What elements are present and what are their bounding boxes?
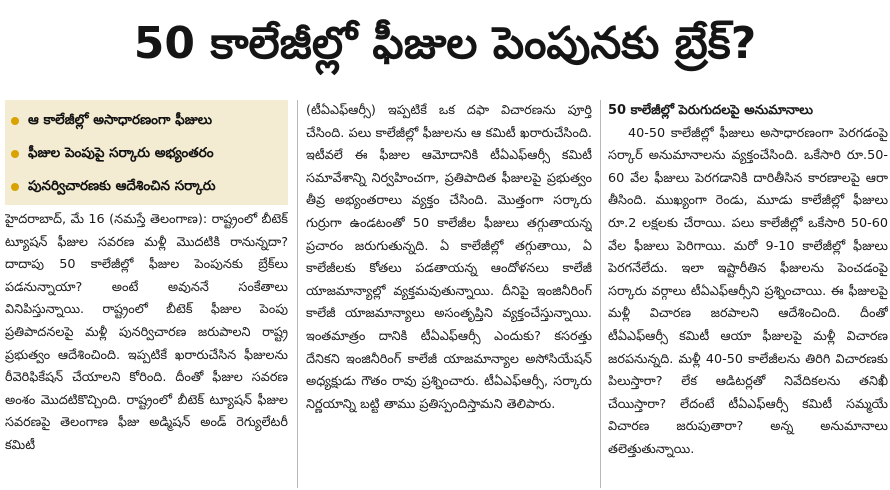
article-column-2 <box>306 100 592 488</box>
highlight-item <box>11 170 282 203</box>
column-divider <box>600 100 601 488</box>
dateline: హైదరాబాద్, మే 16 (నమస్తే తెలంగాణ): <box>5 212 208 227</box>
highlight-text: ఆ కాలేజీల్లో అసాధారణంగా ఫీజులు <box>28 112 213 129</box>
article-column-1 <box>5 100 288 488</box>
bullet-icon <box>11 117 19 125</box>
article-text: రాష్ట్రంలో బీటెక్ ట్యూషన్ ఫీజుల సవరణ మళ్లీ మొదటికి రానున్నదా? దాదాపు 50 కాలేజీల్లో ఫీజుల పెంపునకు బ్రేక్‌లు పడనున్నాయా? అంటే అవుననే సంకేతాలు వినిపిస్తున్నాయి. రాష్ట్రంలో బీటెక్ ఫీజుల పెంపు ప్రతిపాదనలపై మళ్లీ పునర్విచారణ జరుపాలని రాష్ట్ర ప్రభుత్వం ఆదేశించింది. ఇప్పటికే ఖరారుచేసిన ఫీజులను రీవెరిఫికేషన్ చేయాలని కోరింది. దీంతో ఫీజుల సవరణ అంశం మొదటికొచ్చింది. రాష్ట్రంలో బీటెక్ ట్యూషన్ ఫీజుల సవరణపై తెలంగాణ ఫీజు అడ్మిషన్ అండ్ రెగ్యులేటరీ కమిటీ <box>5 212 288 453</box>
headline: 50 కాలేజీల్లో ఫీజుల పెంపునకు బ్రేక్? <box>133 18 757 69</box>
highlight-item <box>11 137 282 170</box>
section-subhead: 50 కాలేజీల్లో పెరుగుదలపై అనుమానాలు <box>608 103 813 118</box>
article-text: 40-50 కాలేజీల్లో ఫీజులు అసాధారణంగా పెరగడంపై సర్కార్ అనుమానాలను వ్యక్తంచేసింది. ఒకేసారి రూ.50-60 వేల ఫీజులు పెరగడానికి దారితీసిన కారణాలపై ఆరా తీసింది. ముఖ్యంగా రెండు, మూడు కాలేజీల్లో ఫీజులు రూ.2 లక్షలకు చేరాయి. పలు కాలేజీల్లో ఒకేసారి 50-60 వేల ఫీజులు పెరిగాయి. మరో 9-10 కాలేజీల్లో ఫీజులు పెరగనేలేదు. ఇలా ఇష్టారీతిన ఫీజులను పెంచడంపై సర్కారు వర్గాలు టీఏఎఫ్ఆర్సీని ప్రశ్నించాయి. ఈ ఫీజులపై మళ్లీ విచారణ జరపాలని ఆదేశించింది. దీంతో టీఏఎఫ్ఆర్సీ కమిటీ ఆయా ఫీజులపై మళ్లీ విచారణ జరపనున్నది. మళ్లీ 40-50 కాలేజీలను తిరిగి విచారణకు పిలుస్తారా? లేక ఆడిటర్లతో నివేదికలను తనిఖీ చేయిస్తారా? లేదంటే టీఏఎఫ్ఆర్సీ కమిటీ సమ్మయే విచారణ జరుపుతారా? అన్న అనుమానాలు తలెత్తుతున్నాయి. <box>608 125 888 457</box>
highlights-box <box>5 100 288 205</box>
column-divider <box>297 100 298 488</box>
headline-banner <box>0 0 890 98</box>
highlight-item <box>11 104 282 137</box>
article-text: (టీఏఎఫ్ఆర్సీ) ఇప్పటికే ఒక దఫా విచారణను పూర్తి చేసింది. పలు కాలేజీల్లో ఫీజులను ఆ కమిటీ ఖరారుచేసింది. ఇటీవలే ఈ ఫీజుల ఆమోదానికి టీఏఎఫ్ఆర్సీ కమిటీ సమావేశాన్ని నిర్వహించగా, ప్రతిపాదిత ఫీజులపై ప్రభుత్వం తీవ్ర అభ్యంతరాలు వ్యక్తం చేసింది. మొత్తంగా సర్కారు గుర్రుగా ఉండటంతో 50 కాలేజీల ఫీజులు తగ్గుతాయన్న ప్రచారం జరుగుతున్నది. ఏ కాలేజీల్లో తగ్గుతాయి, ఏ కాలేజీలకు కోతలు పడతాయన్న ఆందోళనలు కాలేజీ యాజమాన్యాల్లో వ్యక్తమవుతున్నాయి. దీనిపై ఇంజినీరింగ్ కాలేజీ యాజమాన్యాలు అసంతృప్తిని వ్యక్తంచేస్తున్నాయి. ఇంతమాత్రం దానికి టీఏఎఫ్ఆర్సీ ఎందుకు? కసరత్తు దేనికని ఇంజినీరింగ్ కాలేజీ యాజమాన్యాల అసోసియేషన్ అధ్యక్షుడు గౌతం రావు ప్రశ్నించారు. టీఏఎఫ్ఆర్సీ, సర్కారు నిర్ణయాన్ని బట్టి తాము ప్రతిస్పందిస్తామని తెలిపారు. <box>306 103 592 412</box>
highlight-text: ఫీజుల పెంపుపై సర్కారు అభ్యంతరం <box>28 145 214 162</box>
bullet-icon <box>11 183 19 191</box>
article-body <box>5 209 288 458</box>
highlight-text: పునర్విచారణకు ఆదేశించిన సర్కారు <box>28 178 216 195</box>
article-column-3 <box>608 100 888 488</box>
bullet-icon <box>11 150 19 158</box>
